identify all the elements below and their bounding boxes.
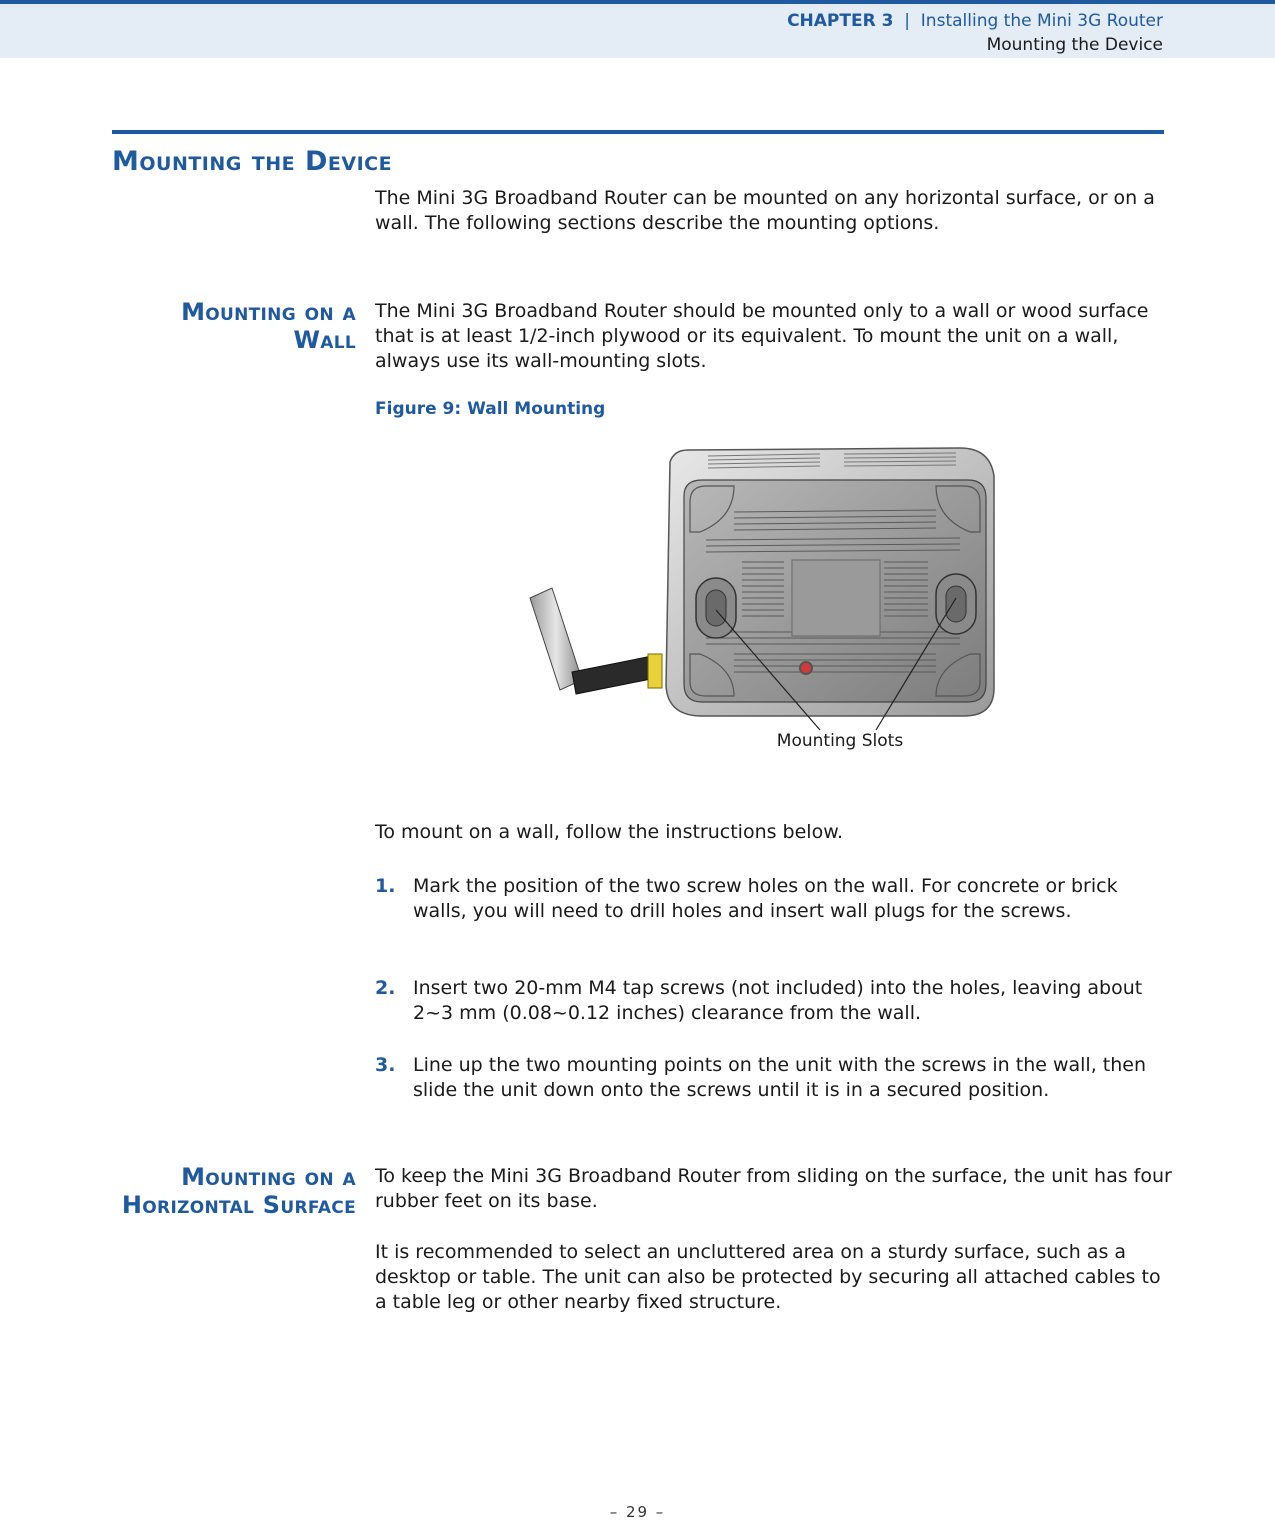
- step-number: 1.: [375, 875, 396, 897]
- page-title: Mounting the Device: [112, 146, 393, 177]
- wall-section-title: Mounting on a Wall: [181, 298, 356, 354]
- step-text: Mark the position of the two screw holes on the wall. For concrete or brick walls, you will need to drill holes and insert wall plugs for the screws.: [413, 875, 1118, 922]
- step-number: 2.: [375, 977, 396, 999]
- mounting-slot-right: [936, 574, 976, 634]
- page-number: – 29 –: [609, 1503, 666, 1521]
- header-separator: |: [904, 11, 910, 31]
- intro-paragraph: The Mini 3G Broadband Router can be mounted on any horizontal surface, or on a wall. The following sections describe the mounting options.: [375, 187, 1155, 234]
- header-section: Mounting the Device: [986, 35, 1163, 55]
- horizontal-title-line1: Mounting on a: [181, 1163, 356, 1191]
- figure-caption: Figure 9: Wall Mounting: [375, 399, 606, 419]
- wall-paragraph: The Mini 3G Broadband Router should be mounted only to a wall or wood surface that is at least 1/2-inch plywood or its equivalent. To mount the unit on a wall, always use its wall-mounting slots.: [375, 300, 1149, 372]
- mounting-slot-left: [696, 578, 736, 638]
- wall-mounting-figure: [520, 440, 1020, 760]
- horizontal-section-title: [112, 1163, 356, 1219]
- horizontal-title-line2: Horizontal Surface: [121, 1191, 356, 1219]
- instructions-paragraph: To mount on a wall, follow the instructions below.: [375, 821, 844, 843]
- step-number: 3.: [375, 1054, 396, 1076]
- horizontal-paragraph-2: It is recommended to select an uncluttered area on a sturdy surface, such as a desktop or table. The unit can also be protected by securing all attached cables to a table leg or other nearby fixed structure.: [375, 1241, 1161, 1313]
- router-illustration: [520, 440, 1020, 760]
- figure-label: Mounting Slots: [776, 731, 904, 751]
- running-header: [0, 0, 1275, 58]
- antenna: [530, 588, 662, 694]
- header-chapter-line: [787, 11, 1163, 31]
- horizontal-paragraph-1: To keep the Mini 3G Broadband Router from sliding on the surface, the unit has four rubber feet on its base.: [375, 1165, 1172, 1212]
- heading-rule: [112, 130, 1164, 134]
- label-plate: [792, 560, 880, 636]
- header-chapter: CHAPTER 3: [787, 11, 894, 31]
- header-chapter-title: Installing the Mini 3G Router: [920, 11, 1163, 31]
- step-text: Insert two 20-mm M4 tap screws (not included) into the holes, leaving about 2~3 mm (0.08~0.12 inches) clearance from the wall.: [413, 977, 1143, 1024]
- step-text: Line up the two mounting points on the unit with the screws in the wall, then slide the unit down onto the screws until it is in a secured position.: [413, 1054, 1147, 1101]
- reset-button-dot: [800, 662, 812, 674]
